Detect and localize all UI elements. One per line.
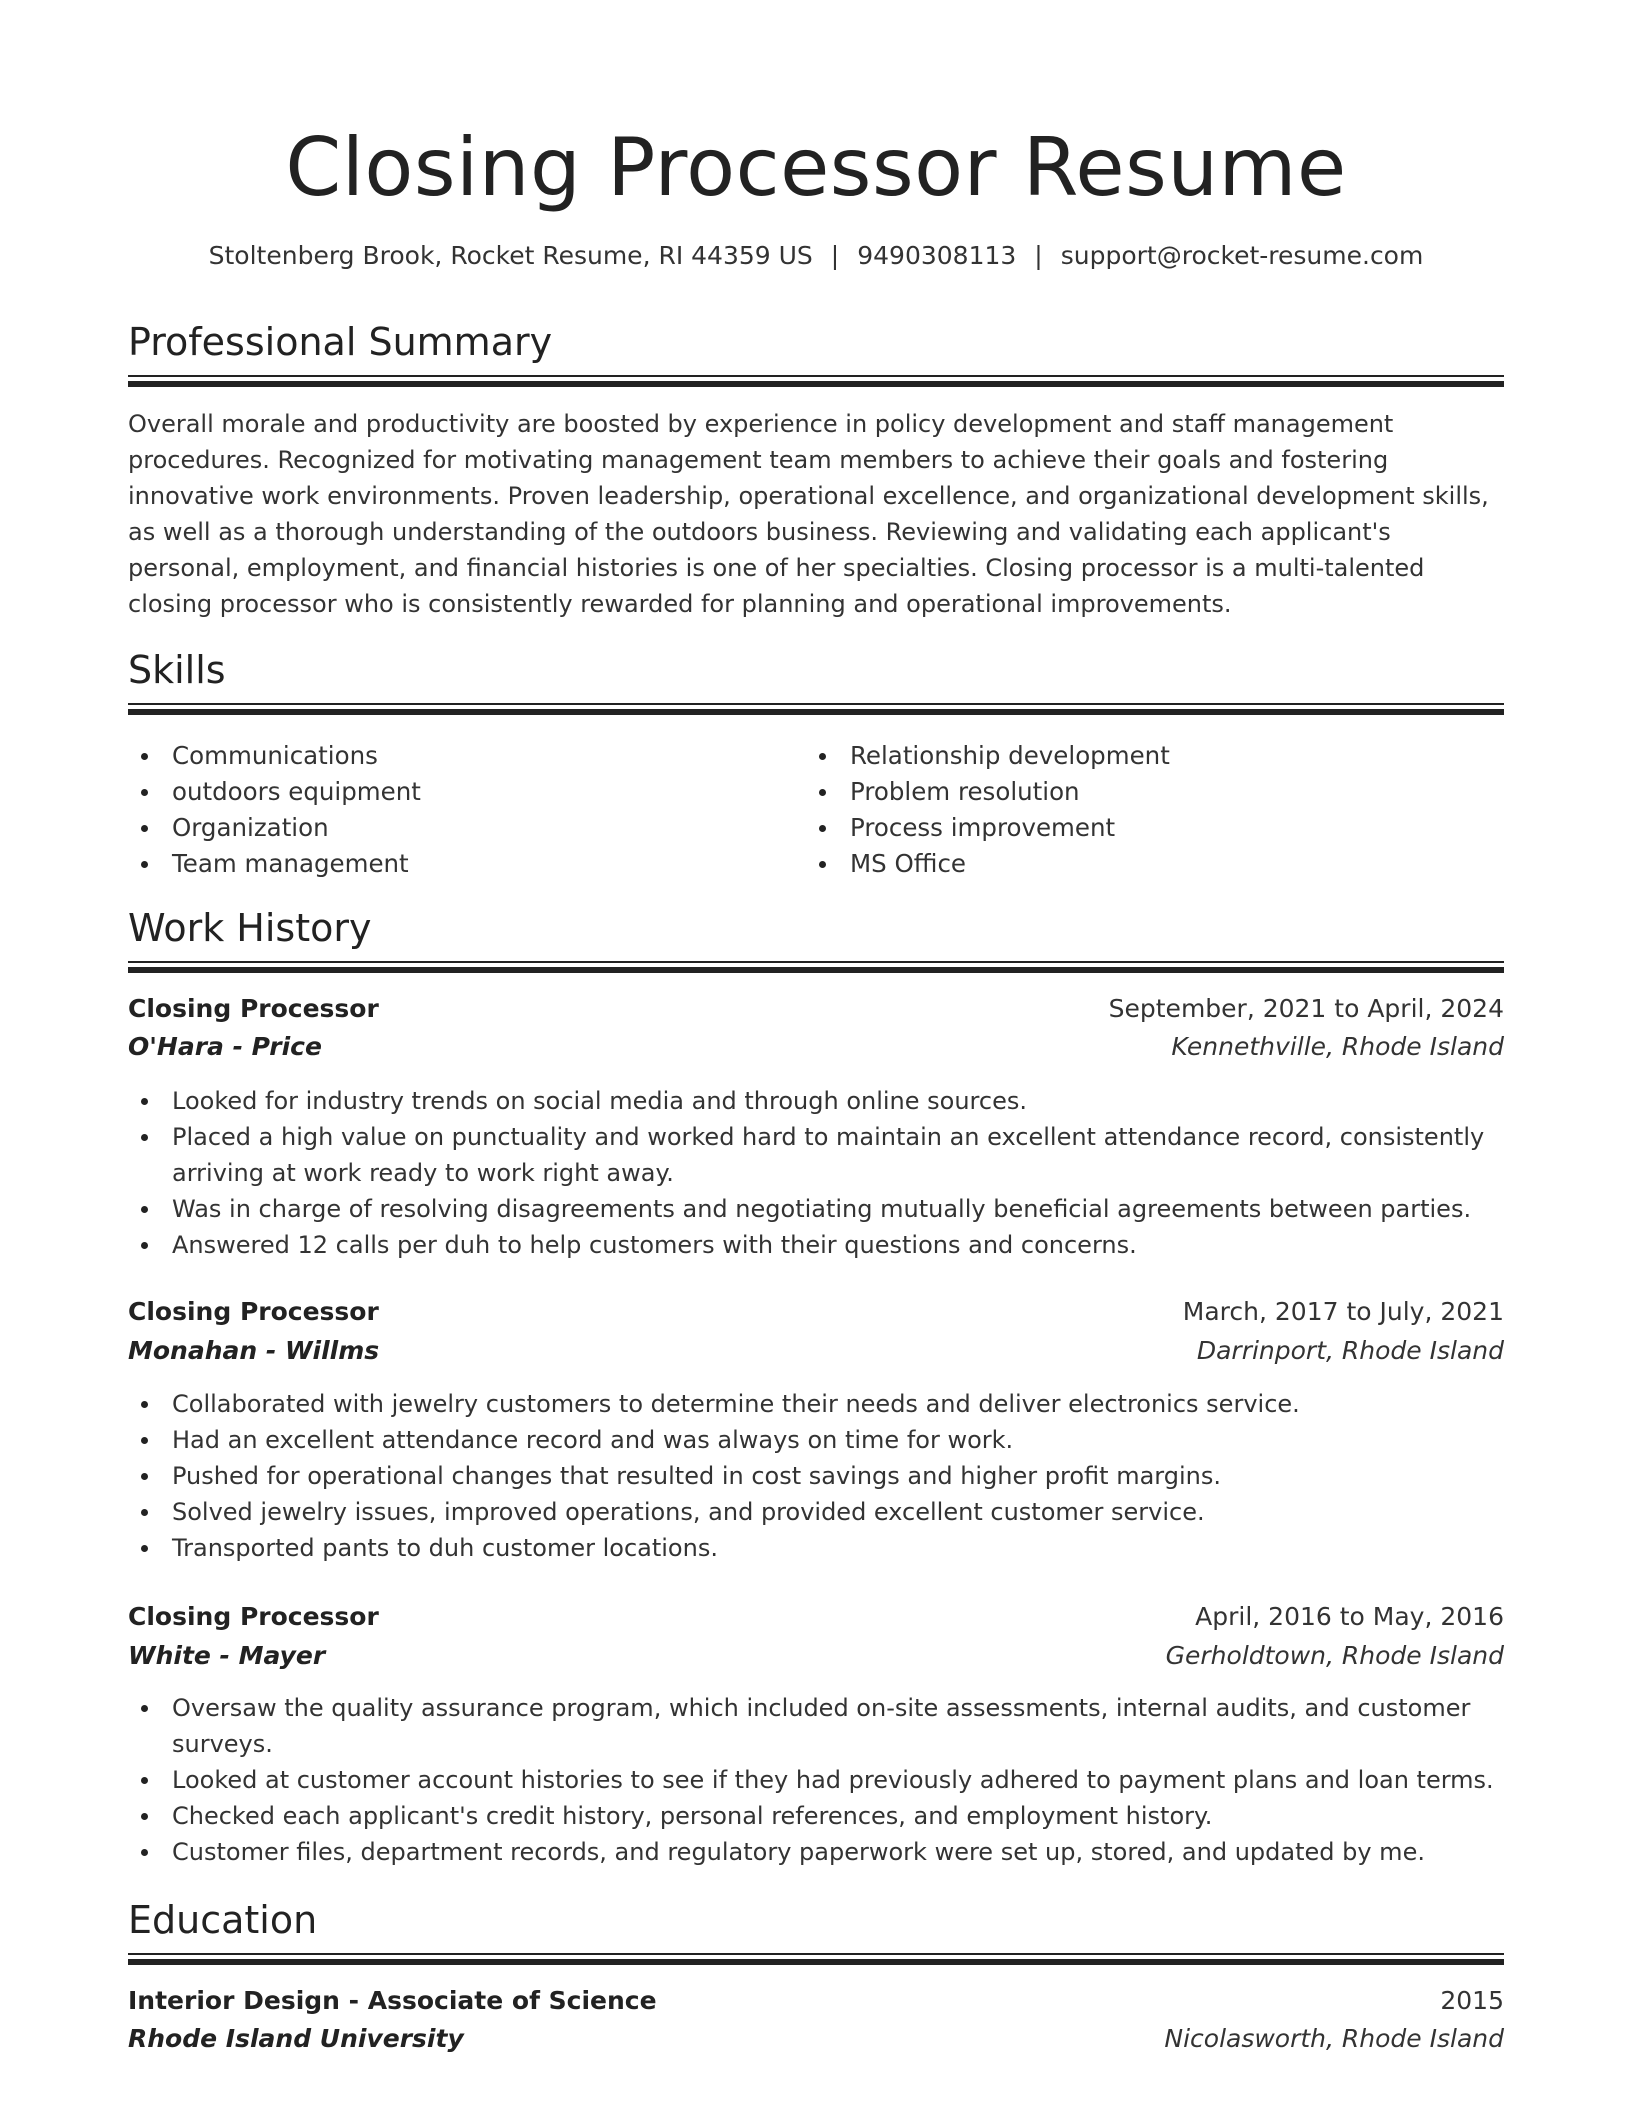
job-company: O'Hara - Price <box>128 1032 322 1061</box>
job-company: White - Mayer <box>128 1641 326 1670</box>
section-divider <box>128 375 1504 387</box>
job-bullet: Looked at customer account histories to see if they had previously adhered to payment plans and loan terms. <box>128 1762 1504 1798</box>
job-dates: April, 2016 to May, 2016 <box>1195 1602 1504 1631</box>
job-subheader <box>128 1333 1504 1369</box>
job-bullet: Placed a high value on punctuality and worked hard to maintain an excellent attendance record, consistently arriving at work ready to work right away. <box>128 1119 1504 1191</box>
job-bullet: Customer files, department records, and regulatory paperwork were set up, stored, and updated by me. <box>128 1834 1504 1870</box>
skill-item: Problem resolution <box>806 774 1504 810</box>
skills-list-right <box>806 738 1504 882</box>
job-subheader <box>128 1029 1504 1065</box>
job-location: Kennethville, Rhode Island <box>1171 1032 1504 1061</box>
job-bullets <box>128 1690 1504 1870</box>
job-company: Monahan - Willms <box>128 1336 380 1365</box>
skill-item: outdoors equipment <box>128 774 798 810</box>
section-divider <box>128 703 1504 715</box>
education-degree: Interior Design - Associate of Science <box>128 1986 657 2015</box>
work-heading: Work History <box>128 906 372 950</box>
job-bullets <box>128 1083 1504 1263</box>
job-bullet: Oversaw the quality assurance program, which included on-site assessments, internal audits, and customer surveys. <box>128 1690 1504 1762</box>
contact-line <box>128 238 1504 274</box>
skill-item: MS Office <box>806 846 1504 882</box>
job-title: Closing Processor <box>128 1297 379 1326</box>
job-dates: September, 2021 to April, 2024 <box>1108 994 1504 1023</box>
contact-separator: | <box>1034 241 1043 270</box>
skill-item: Communications <box>128 738 798 774</box>
job-bullet: Had an excellent attendance record and was always on time for work. <box>128 1422 1504 1458</box>
skills-list-left <box>128 738 798 882</box>
job-bullet: Answered 12 calls per duh to help customers with their questions and concerns. <box>128 1227 1504 1263</box>
contact-address: Stoltenberg Brook, Rocket Resume, RI 44359 US <box>208 241 813 270</box>
job-bullet: Looked for industry trends on social media and through online sources. <box>128 1083 1504 1119</box>
skill-item: Team management <box>128 846 798 882</box>
job-subheader <box>128 1638 1504 1674</box>
job-bullet: Pushed for operational changes that resulted in cost savings and higher profit margins. <box>128 1458 1504 1494</box>
job-bullet: Transported pants to duh customer locations. <box>128 1530 1504 1566</box>
job-location: Darrinport, Rhode Island <box>1196 1336 1504 1365</box>
job-bullet: Collaborated with jewelry customers to determine their needs and deliver electronics service. <box>128 1386 1504 1422</box>
skill-item: Relationship development <box>806 738 1504 774</box>
contact-separator: | <box>830 241 840 270</box>
education-header <box>128 1983 1504 2019</box>
job-bullets <box>128 1386 1504 1566</box>
job-bullet: Checked each applicant's credit history, personal references, and employment history. <box>128 1798 1504 1834</box>
education-heading: Education <box>128 1898 318 1942</box>
education-location: Nicolasworth, Rhode Island <box>1164 2024 1504 2053</box>
education-year: 2015 <box>1440 1986 1504 2015</box>
job-location: Gerholdtown, Rhode Island <box>1165 1641 1504 1670</box>
education-subheader <box>128 2021 1504 2057</box>
skill-item: Organization <box>128 810 798 846</box>
job-dates: March, 2017 to July, 2021 <box>1182 1297 1504 1326</box>
job-title: Closing Processor <box>128 994 379 1023</box>
summary-text: Overall morale and productivity are boosted by experience in policy development and staff management procedures. Recognized for motivating management team members to achieve their goals and fostering innovative work environments. Proven leadership, operational excellence, and organizational development skills, as well as a thorough understanding of the outdoors business. Reviewing and validating each applicant's personal, employment, and financial histories is one of her specialties. Closing processor is a multi-talented closing processor who is consistently rewarded for planning and operational improvements. <box>128 410 1489 618</box>
job-title: Closing Processor <box>128 1602 379 1631</box>
resume-title: Closing Processor Resume <box>285 121 1347 214</box>
job-bullet: Was in charge of resolving disagreements and negotiating mutually beneficial agreements between parties. <box>128 1191 1504 1227</box>
contact-email: support@rocket-resume.com <box>1060 241 1424 270</box>
education-school: Rhode Island University <box>128 2024 464 2053</box>
job-header <box>128 1294 1504 1330</box>
section-divider <box>128 1953 1504 1965</box>
skill-item: Process improvement <box>806 810 1504 846</box>
section-divider <box>128 961 1504 973</box>
skills-heading: Skills <box>128 648 226 692</box>
contact-phone: 9490308113 <box>857 241 1017 270</box>
job-header <box>128 991 1504 1027</box>
job-bullet: Solved jewelry issues, improved operations, and provided excellent customer service. <box>128 1494 1504 1530</box>
job-header <box>128 1599 1504 1635</box>
summary-heading: Professional Summary <box>128 320 553 364</box>
